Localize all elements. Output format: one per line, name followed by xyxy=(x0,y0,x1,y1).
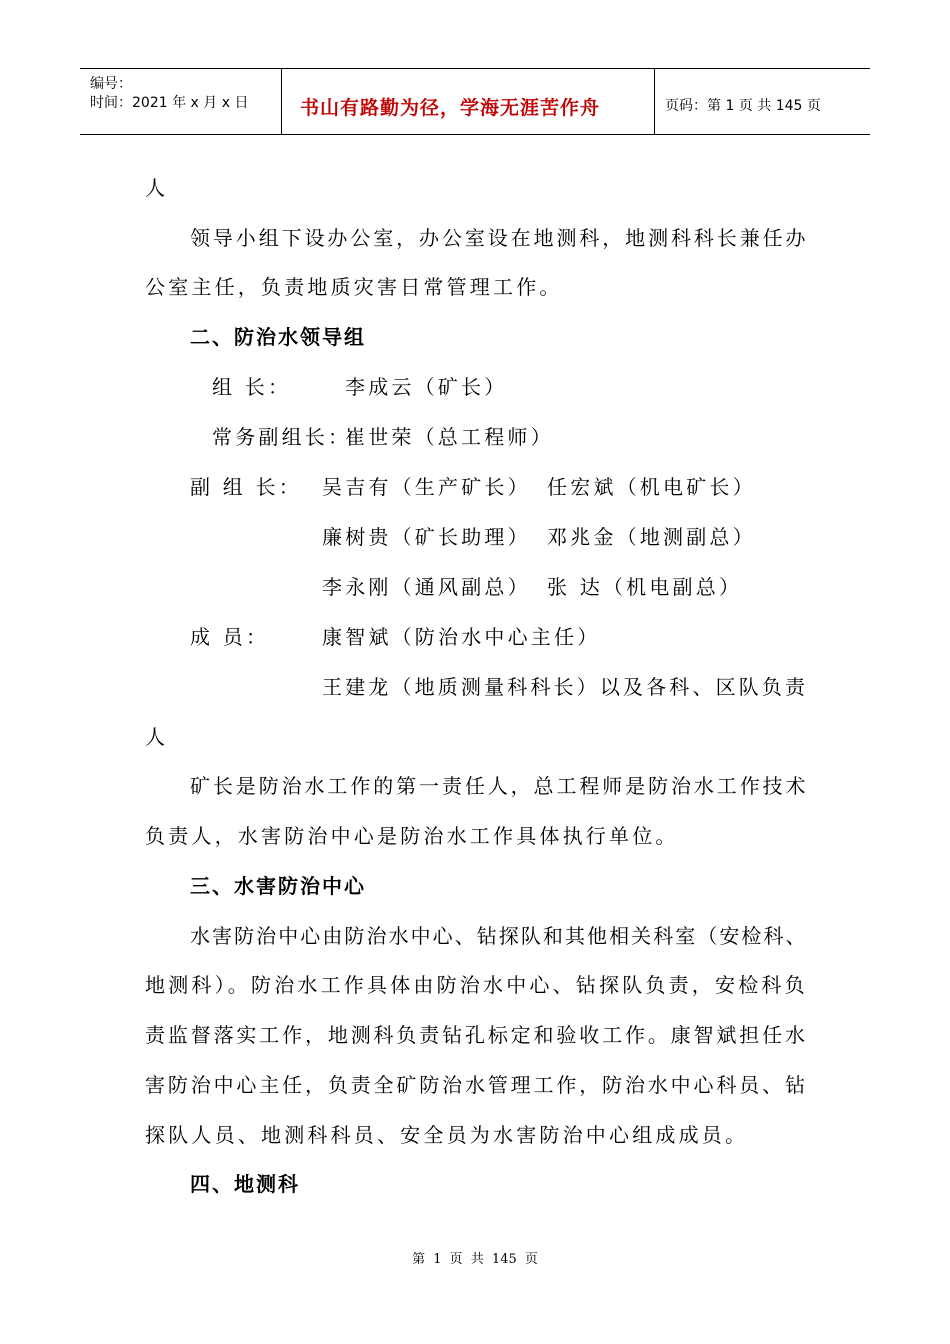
header-motto-cell xyxy=(282,69,655,134)
text-line: 人 xyxy=(145,176,169,200)
text-line: 人 xyxy=(145,725,169,749)
paragraph-line: 害防治中心主任，负责全矿防治水管理工作，防治水中心科员、钻 xyxy=(145,1073,808,1097)
section-heading: 四、地测科 xyxy=(190,1172,300,1196)
paragraph-line: 责监督落实工作，地测科负责钻孔标定和验收工作。康智斌担任水 xyxy=(145,1023,808,1047)
section-heading: 三、水害防治中心 xyxy=(190,874,366,898)
deputy-entry: 廉树贵（矿长助理） xyxy=(322,525,531,549)
header-page-info: 页码：第 1 页 共 145 页 xyxy=(665,98,821,114)
paragraph-line: 负责人，水害防治中心是防治水工作具体执行单位。 xyxy=(145,824,679,848)
header-info-cell xyxy=(80,69,282,134)
exec-deputy-label: 常务副组长： xyxy=(212,425,352,449)
leader-label: 组 长： xyxy=(212,375,292,399)
paragraph-line: 公室主任，负责地质灾害日常管理工作。 xyxy=(145,275,563,299)
exec-deputy-value: 崔世荣（总工程师） xyxy=(345,425,554,449)
deputy-label: 副 组 长： xyxy=(190,475,302,499)
deputy-entry: 吴吉有（生产矿长） xyxy=(322,475,531,499)
member-label: 成 员： xyxy=(190,625,270,649)
paragraph-line: 领导小组下设办公室，办公室设在地测科，地测科科长兼任办 xyxy=(190,226,809,250)
deputy-entry: 任宏斌（机电矿长） xyxy=(547,475,756,499)
paragraph-line: 探队人员、地测科科员、安全员为水害防治中心组成成员。 xyxy=(145,1123,749,1147)
document-number-label: 编号： xyxy=(90,76,132,92)
member-entry: 王建龙（地质测量科科长）以及各科、区队负责 xyxy=(322,675,809,699)
header-table xyxy=(80,68,870,135)
section-heading: 二、防治水领导组 xyxy=(190,325,366,349)
member-entry: 康智斌（防治水中心主任） xyxy=(322,625,601,649)
deputy-entry: 李永刚（通风副总） xyxy=(322,575,531,599)
deputy-entry: 邓兆金（地测副总） xyxy=(547,525,756,549)
header-page-cell xyxy=(655,69,870,134)
paragraph-line: 水害防治中心由防治水中心、钻探队和其他相关科室（安检科、 xyxy=(190,924,808,948)
leader-value: 李成云（矿长） xyxy=(345,375,508,399)
page-footer: 第 1 页 共 145 页 xyxy=(412,1252,538,1267)
document-time-label: 时间：2021 年 x 月 x 日 xyxy=(90,95,249,111)
paragraph-line: 地测科）。防治水工作具体由防治水中心、钻探队负责，安检科负 xyxy=(145,973,808,997)
paragraph-line: 矿长是防治水工作的第一责任人，总工程师是防治水工作技术 xyxy=(190,774,809,798)
header-motto: 书山有路勤为径，学海无涯苦作舟 xyxy=(300,97,601,119)
deputy-entry: 张 达（机电副总） xyxy=(547,575,743,599)
